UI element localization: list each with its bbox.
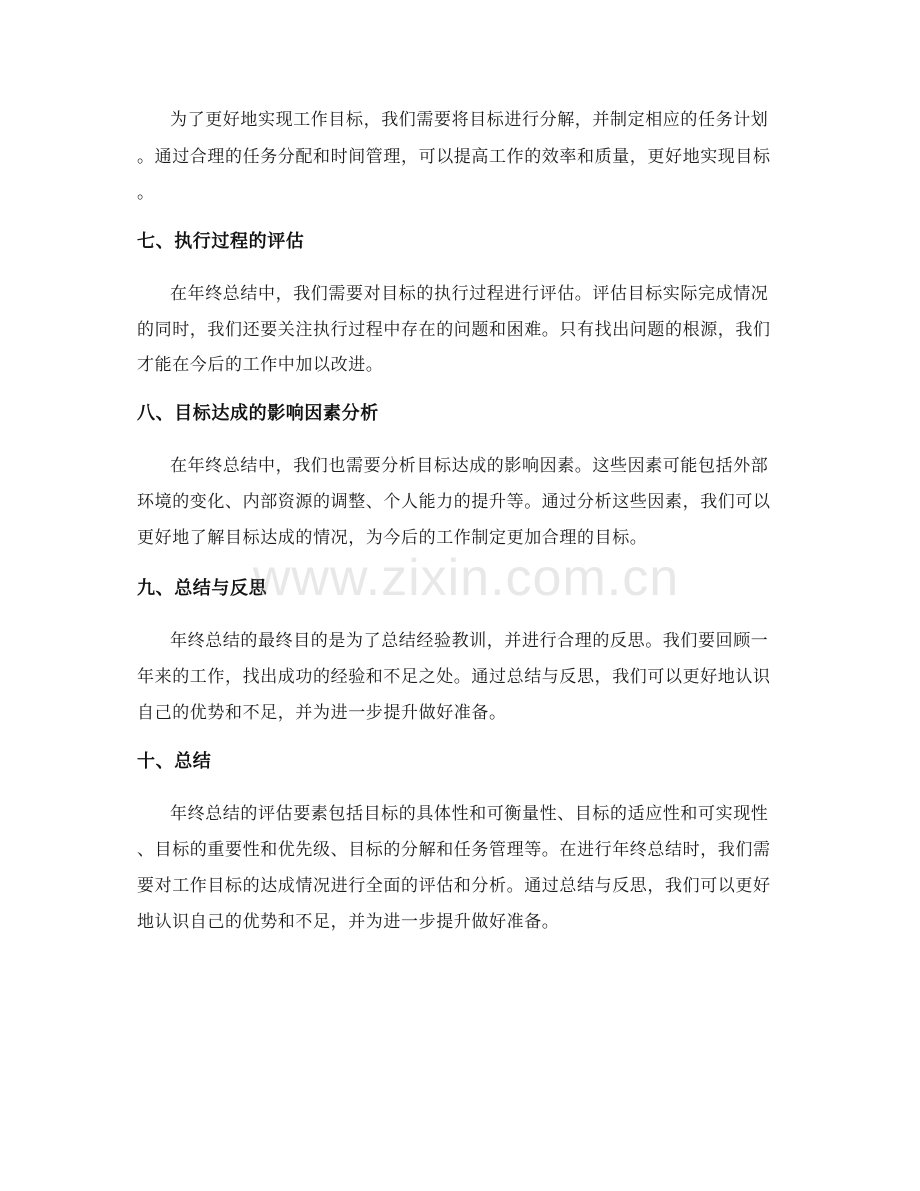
- watermark: www.zixin.com.cn: [252, 549, 680, 607]
- paragraph-line: 在年终总结中，我们需要对目标的执行过程进行评估。评估目标实际完成情况: [170, 284, 769, 304]
- paragraph-line: 在年终总结中，我们也需要分析目标达成的影响因素。这些因素可能包括外部: [170, 456, 769, 476]
- paragraph-line: 年来的工作，找出成功的经验和不足之处。通过总结与反思，我们可以更好地认识: [137, 667, 771, 687]
- section-heading: 七、执行过程的评估: [137, 231, 305, 252]
- paragraph-line: 自己的优势和不足，并为进一步提升做好准备。: [137, 703, 507, 723]
- paragraph-line: 年终总结的最终目的是为了总结经验教训，并进行合理的反思。我们要回顾一: [170, 631, 769, 651]
- section-heading: 十、总结: [137, 751, 212, 772]
- paragraph-line: 地认识自己的优势和不足，并为进一步提升做好准备。: [137, 912, 560, 932]
- paragraph-line: 要对工作目标的达成情况进行全面的评估和分析。通过总结与反思，我们可以更好: [137, 876, 771, 896]
- paragraph-line: 才能在今后的工作中加以改进。: [137, 355, 384, 375]
- section-heading: 九、总结与反思: [137, 578, 268, 599]
- paragraph-line: 环境的变化、内部资源的调整、个人能力的提升等。通过分析这些因素，我们可以: [137, 492, 771, 512]
- paragraph-line: 更好地了解目标达成的情况，为今后的工作制定更加合理的目标。: [137, 528, 648, 548]
- paragraph-line: 的同时，我们还要关注执行过程中存在的问题和困难。只有找出问题的根源，我们: [137, 320, 771, 340]
- paragraph-line: 年终总结的评估要素包括目标的具体性和可衡量性、目标的适应性和可实现性: [170, 804, 769, 824]
- paragraph-line: 为了更好地实现工作目标，我们需要将目标进行分解，并制定相应的任务计划: [170, 110, 769, 130]
- paragraph-line: 、目标的重要性和优先级、目标的分解和任务管理等。在进行年终总结时，我们需: [137, 840, 771, 860]
- paragraph-line: 。: [137, 183, 155, 203]
- paragraph-line: 。通过合理的任务分配和时间管理，可以提高工作的效率和质量，更好地实现目标: [137, 147, 771, 167]
- section-heading: 八、目标达成的影响因素分析: [137, 403, 379, 424]
